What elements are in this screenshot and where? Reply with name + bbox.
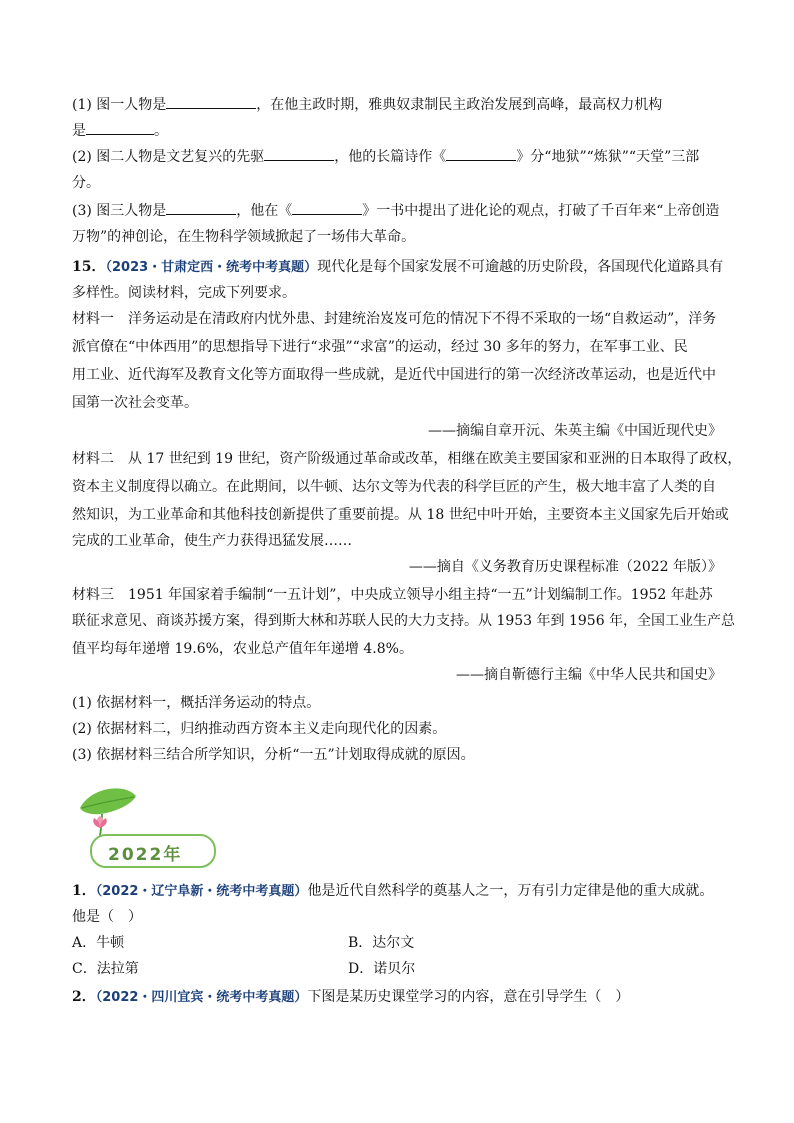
answer-blank[interactable] (86, 120, 154, 135)
q2-stem-line (72, 986, 732, 1009)
q14-sub1-text-cont: ，在他主政时期，雅典奴隶制民主政治发展到高峰，最高权力机构 (256, 97, 663, 113)
q1-stem-b: 他是（ ） (72, 909, 142, 925)
year-badge (90, 834, 216, 868)
q14-sub1-line2 (72, 120, 732, 142)
q14-sub2-text-b: ，他的长篇诗作《 (334, 149, 447, 165)
material2-line: 完成的工业革命，使生产力获得迅猛发展…… (72, 533, 352, 549)
q1-stem-line1 (72, 880, 732, 903)
material2-line: 材料二 从 17 世纪到 19 世纪，资产阶级通过革命或改革，相继在欧美主要国家和亚洲的日本取得了政权， (72, 451, 742, 467)
question-source: （2022・四川宜宾・统考中考真题） (95, 990, 308, 1005)
q15-stem-line2 (72, 282, 732, 304)
material2-line: 资本主义制度得以确立。在此期间，以牛顿、达尔文等为代表的科学巨匠的产生，极大地丰富了人类的自 (72, 479, 716, 495)
material1-line: 派官僚在“中体西用”的思想指导下进行“求强”“求富”的运动，经过 30 多年的努力，在军事工业、民 (72, 339, 688, 355)
q14-sub2-text-c: 》分“地狱”“炼狱”“天堂”三部 (516, 149, 700, 165)
year-label: 2022年 (108, 845, 183, 865)
answer-blank[interactable] (264, 146, 334, 161)
q14-sub3-line2 (72, 226, 732, 248)
q15-stem-line1 (72, 256, 732, 279)
q14-sub1-text-c: 是 (72, 123, 86, 139)
q14-sub2-line1 (72, 146, 732, 168)
material1-source: ——摘编自章开沅、朱英主编《中国近现代史》 (428, 423, 722, 439)
q14-sub3-line1 (72, 200, 732, 222)
question-number: 1． (72, 883, 96, 899)
q1-stem-line2 (72, 906, 732, 928)
option-d[interactable]: D．诺贝尔 (348, 961, 416, 977)
q14-sub3-text-c: 》一书中提出了进化论的观点，打破了千百年来“上帝创造 (362, 203, 720, 219)
q14-sub1-text-d: 。 (154, 123, 168, 139)
q14-sub3-text: (3) 图三人物是 (72, 203, 167, 219)
q15-task1: (1) 依据材料一，概括洋务运动的特点。 (72, 695, 321, 711)
q15-task2: (2) 依据材料二，归纳推动西方资本主义走向现代化的因素。 (72, 721, 447, 737)
material2-source: ——摘自《义务教育历史课程标准（2022 年版）》 (408, 559, 722, 575)
q14-sub1-line1 (72, 94, 732, 116)
q14-sub3-text-d: 万物”的神创论，在生物科学领域掀起了一场伟大革命。 (72, 229, 416, 245)
q14-sub2-text: (2) 图二人物是文艺复兴的先驱 (72, 149, 265, 165)
answer-blank[interactable] (446, 146, 516, 161)
q14-sub1-text: (1) 图一人物是 (72, 97, 167, 113)
option-b[interactable]: B．达尔文 (348, 935, 415, 951)
material1-line: 用工业、近代海军及教育文化等方面取得一些成就，是近代中国进行的第一次经济改革运动，也是近代中 (72, 367, 716, 383)
q2-stem: 下图是某历史课堂学习的内容，意在引导学生（ ） (307, 989, 630, 1005)
option-a[interactable]: A．牛顿 (72, 935, 125, 951)
question-number: 15． (72, 259, 106, 275)
option-c[interactable]: C．法拉第 (72, 961, 139, 977)
question-source: （2022・辽宁阜新・统考中考真题） (95, 884, 308, 899)
answer-blank[interactable] (166, 200, 236, 215)
q1-stem: 他是近代自然科学的奠基人之一，万有引力定律是他的重大成就。 (307, 883, 714, 899)
question-source: （2023・甘肃定西・统考中考真题） (105, 260, 318, 275)
material3-line: 值平均每年递增 19.6%，农业总产值年年递增 4.8%。 (72, 641, 413, 657)
q14-sub3-text-b: ，他在《 (236, 203, 293, 219)
q15-stem: 现代化是每个国家发展不可逾越的历史阶段，各国现代化道路具有 (317, 259, 724, 275)
year-section-header (76, 782, 236, 872)
material1-line: 国第一次社会变革。 (72, 395, 198, 411)
q15-task3: (3) 依据材料三结合所学知识，分析“一五”计划取得成就的原因。 (72, 747, 475, 763)
material1-line: 材料一 洋务运动是在清政府内忧外患、封建统治岌岌可危的情况下不得不采取的一场“自救运动”，洋务 (72, 311, 717, 327)
material3-line: 材料三 1951 年国家着手编制“一五计划”，中央成立领导小组主持“一五”计划编制工作。1952 年赴苏 (72, 587, 713, 603)
material3-source: ——摘自靳德行主编《中华人民共和国史》 (456, 667, 722, 683)
material2-line: 然知识，为工业革命和其他科技创新提供了重要前提。从 18 世纪中叶开始，主要资本主义国家先后开始或 (72, 507, 729, 523)
q14-sub2-line2 (72, 172, 732, 194)
question-number: 2． (72, 989, 96, 1005)
answer-blank[interactable] (292, 200, 362, 215)
q14-sub2-text-d: 分。 (72, 175, 100, 191)
answer-blank[interactable] (166, 94, 256, 109)
q15-stem-b: 多样性。阅读材料，完成下列要求。 (72, 285, 296, 301)
material3-line: 联征求意见、商谈苏援方案，得到斯大林和苏联人民的大力支持。从 1953 年到 1956 年，全国工业生产总 (72, 613, 736, 629)
